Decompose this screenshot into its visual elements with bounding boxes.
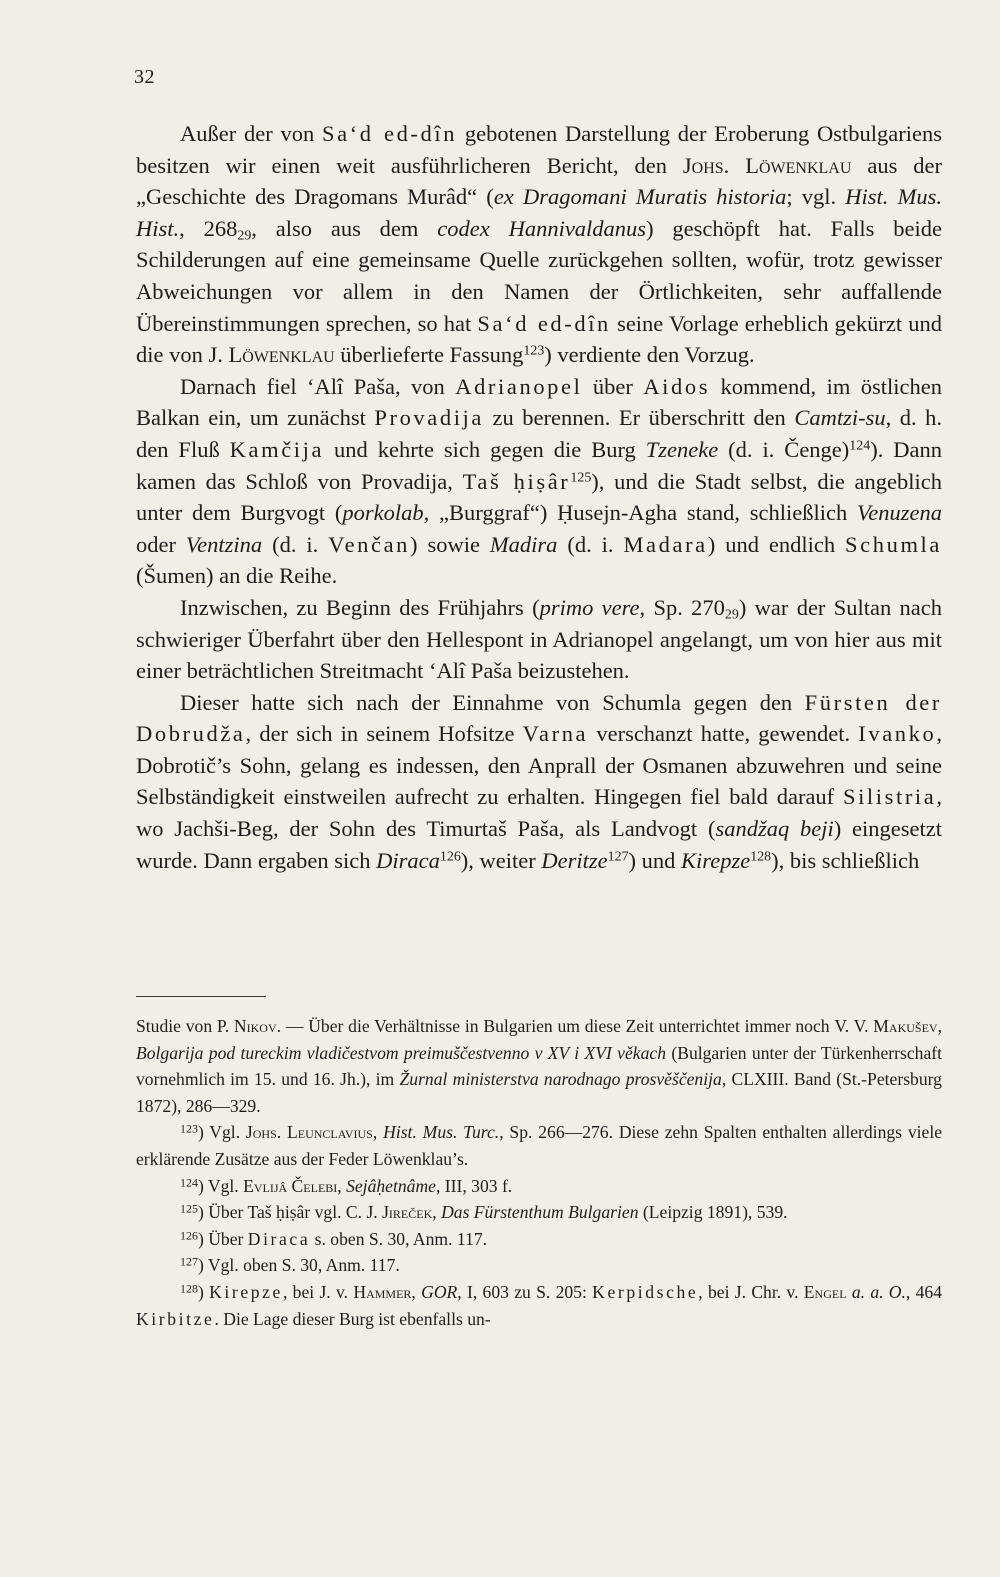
name-italic: Diraca bbox=[376, 847, 440, 873]
footnote-127: $^{127}$) Vgl. oben S. 30, Anm. 117. bbox=[180, 1254, 400, 1276]
paragraph-3: Inzwischen, zu Beginn des Frühjahrs (primo vere, Sp. $270_{29}$) war der Sultan nach schwieriger Überfahrt über den Hellespont in Adrianopel angelangt, um von hier aus mit einer beträchtlichen Streitmacht ‘Alî Paša beizustehen. bbox=[136, 594, 943, 684]
name-spaced: Adrianopel bbox=[455, 373, 583, 399]
author-name: Evlijâ Čelebi bbox=[243, 1175, 338, 1196]
name-italic: Tzeneke bbox=[645, 436, 719, 462]
author-name: P. Nikov bbox=[216, 1016, 277, 1036]
footnote-123: $^{123}$) Vgl. Johs. Leunclavius, Hist. Mus. Turc., Sp. 266—276. Diese zehn Spalten enthalten allerdings viele erklärende Zusätze aus der Feder Löwenklau’s. bbox=[136, 1122, 943, 1169]
author-name: Johs. Leunclavius bbox=[245, 1122, 373, 1143]
name-spaced: Taš ḥiṣâr bbox=[462, 468, 571, 494]
footnote-125: $^{125}$) Über Taš ḥiṣâr vgl. C. J. Jireček, Das Fürstenthum Bulgarien (Leipzig 1891), 539. bbox=[180, 1201, 788, 1223]
title-italic: Sejâḥetnâme bbox=[346, 1175, 436, 1196]
footnote-number: 123 bbox=[180, 1122, 198, 1136]
footnotes bbox=[136, 1013, 942, 1332]
title-italic: Hist. Mus. Hist. bbox=[136, 184, 942, 241]
name-spaced: Varna bbox=[522, 721, 589, 747]
footnote-number: 128 bbox=[180, 1281, 198, 1296]
author-name: V. V. Makušev bbox=[834, 1016, 938, 1036]
footnote-ref: 124 bbox=[849, 438, 871, 454]
name-spaced: Schumla bbox=[845, 531, 942, 557]
footnote-number: 124 bbox=[180, 1175, 198, 1190]
name-spaced: Ivanko bbox=[858, 721, 937, 747]
name-italic: porkolab bbox=[342, 500, 424, 526]
name-spaced: Fürsten der Dobrudža bbox=[136, 689, 942, 747]
footnote-number: 127 bbox=[180, 1254, 198, 1269]
author-name: Hammer bbox=[353, 1281, 412, 1302]
page-number: 32 bbox=[134, 66, 155, 88]
name-italic: Kirepze bbox=[681, 847, 751, 873]
name-italic: Deritze bbox=[541, 847, 608, 873]
name-spaced: Kamčija bbox=[229, 436, 325, 462]
name-italic: Madira bbox=[489, 531, 558, 557]
title-italic: Bolgarija pod tureckim vladičestvom preimuščestvenno v XV i XVI věkach bbox=[136, 1042, 667, 1063]
footnote-ref: 126 bbox=[439, 848, 461, 864]
author-name: Johs. Löwenklau bbox=[682, 152, 852, 178]
author-name: C. J. Jireček bbox=[345, 1202, 433, 1223]
footnote-ref: 123 bbox=[523, 343, 545, 359]
footnote-number: 125 bbox=[180, 1201, 198, 1216]
name-spaced: Sa‘d ed-dîn bbox=[477, 310, 611, 336]
name-spaced: Madara bbox=[623, 531, 708, 557]
term-italic: primo vere bbox=[539, 594, 640, 620]
footnote-128: $^{128}$) Kirepze, bei J. v. Hammer, GOR, I, 603 zu S. 205: Kerpidsche, bei J. Chr. v. Engel a. a. O., 464 Kirbitze. Die Lage dieser Burg ist ebenfalls un- bbox=[136, 1281, 943, 1329]
paragraph-2: Darnach fiel ‘Alî Paša, von Adrianopel über Aidos kommend, im östlichen Balkan ein, um zunächst Provadija zu berennen. Er überschritt den Camtzi-su, d. h. den Fluß Kamčija und kehrte sich gegen die Burg Tzeneke (d. i. Čenge)$^{124}$). Dann kamen das Schloß von Provadija, Taš ḥiṣâr$^{125}$), und die Stadt selbst, die angeblich unter dem Burgvogt (porkolab, „Burggraf“) Ḥusejn-Agha stand, schließlich Venuzena oder Ventzina (d. i. Venčan) sowie Madira (d. i. Madara) und endlich Schumla (Šumen) an die Reihe. bbox=[136, 373, 943, 589]
name-italic: Camtzi-su bbox=[794, 405, 886, 431]
name-italic: Ventzina bbox=[185, 531, 263, 557]
name-spaced: Provadija bbox=[374, 405, 484, 431]
author-name: Engel bbox=[803, 1281, 847, 1302]
title-italic: Žurnal ministerstva narodnago prosvěščenija bbox=[399, 1069, 722, 1090]
name-spaced: Aidos bbox=[643, 373, 711, 399]
name-spaced: Sa‘d ed-dîn bbox=[321, 121, 458, 146]
name-spaced: Diraca bbox=[247, 1228, 311, 1249]
title-italic: codex Hannivaldanus bbox=[437, 215, 647, 241]
title-italic: Hist. Mus. Turc. bbox=[383, 1122, 500, 1143]
name-spaced: Kerpidsche bbox=[592, 1281, 699, 1302]
footnote-ref: 128 bbox=[750, 848, 772, 864]
name-spaced: Venčan bbox=[328, 531, 411, 557]
body-text bbox=[136, 118, 942, 876]
name-spaced: Kirbitze bbox=[136, 1308, 215, 1329]
footnote-number: 126 bbox=[180, 1228, 198, 1243]
author-name: J. Löwenklau bbox=[208, 342, 335, 368]
term-italic: sandžaq beji bbox=[715, 816, 834, 842]
footnote-124: $^{124}$) Vgl. Evlijâ Čelebi, Sejâḥetnâme, III, 303 f. bbox=[180, 1175, 513, 1196]
title-italic: GOR bbox=[421, 1281, 458, 1302]
paragraph-1: Außer der von Sa‘d ed-dîn gebotenen Darstellung der Eroberung Ostbulgariens besitzen wir einen weit ausführlicheren Bericht, den Johs. Löwenklau aus der „Geschichte des Dragomans Murâd“ (ex Dragomani Muratis historia; vgl. Hist. Mus. Hist., $268_{29}$, also aus dem codex Hannivaldanus) geschöpft hat. Falls beide Schilderungen auf eine gemeinsame Quelle zurückgehen sollten, wofür, trotz gewisser Abweichungen vor allem in den Namen der Örtlichkeiten, sehr auffallende Übereinstimmungen sprechen, so hat Sa‘d ed-dîn seine Vorlage erheblich gekürzt und die von J. Löwenklau überlieferte Fassung$^{123}$) verdiente den Vorzug. bbox=[136, 121, 942, 368]
title-italic: Das Fürstenthum Bulgarien bbox=[441, 1202, 639, 1223]
name-spaced: Silistria bbox=[842, 784, 937, 810]
name-spaced: Kirepze bbox=[209, 1281, 283, 1302]
footnote-continuation: Studie von P. Nikov. — Über die Verhältnisse in Bulgarien um diese Zeit unterrichtet immer noch V. V. Makušev, Bolgarija pod tureckim vladičestvom preimuščestvenno v XV i XVI věkach (Bulgarien unter der Türkenherrschaft vornehmlich im 15. und 16. Jh.), im Žurnal ministerstva narodnago prosvěščenija, CLXIII. Band (St.-Petersburg 1872), 286—329. bbox=[136, 1016, 943, 1116]
name-italic: Venuzena bbox=[857, 500, 943, 526]
footnote-126: $^{126}$) Über Diraca s. oben S. 30, Anm. 117. bbox=[180, 1228, 488, 1249]
paragraph-4: Dieser hatte sich nach der Einnahme von Schumla gegen den Fürsten der Dobrudža, der sich in seinem Hofsitze Varna verschanzt hatte, gewendet. Ivanko, Dobrotič’s Sohn, gelang es indessen, den Anprall der Osmanen abzuwehren und seine Selbständigkeit einstweilen aufrecht zu erhalten. Hingegen fiel bald darauf Silistria, wo Jachši-Beg, der Sohn des Timurtaš Paša, als Landvogt (sandžaq beji) eingesetzt wurde. Dann ergaben sich Diraca$^{126}$), weiter Deritze$^{127}$) und Kirepze$^{128}$), bis schließlich bbox=[136, 689, 942, 873]
title-italic: ex Dragomani Muratis historia bbox=[493, 184, 787, 210]
footnote-ref: 127 bbox=[607, 848, 629, 864]
footnote-ref: 125 bbox=[570, 469, 592, 485]
footnote-divider bbox=[136, 996, 266, 997]
term-italic: a. a. O. bbox=[851, 1281, 906, 1302]
